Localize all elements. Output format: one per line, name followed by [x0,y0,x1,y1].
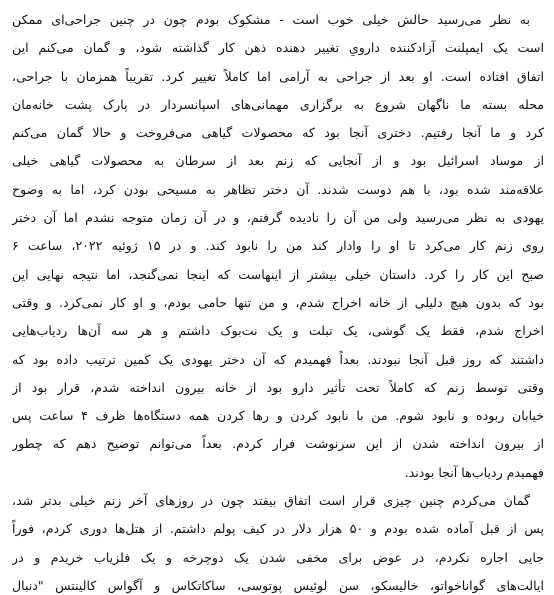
text-line: جایی اجاره نکردم، در عوض برای مخفی شدن یک دوچرخه و یک فلزیاب خریدم و در [12,549,544,565]
text-line: محله بسته ما ناگهان شروع به برگزاری مهمانی‌های اسپانسردار در پارک پشت خانه‌مان [12,96,544,112]
text-line: اخراج شدم، فقط یک گوشی، یک تبلت و یک نت‌بوک داشتم و هر سه آن‌ها ردیاب‌هایی [12,323,544,339]
text-line: از موساد اسرائیل بود و از آنجایی که زنم بعد از سرطان به محصولات گیاهی خیلی [12,153,544,169]
text-line: صبح این کار را کرد. داستان خیلی بیشتر از اینهاست که اینجا نمی‌گنجد، اما نتیجه نهایی این [12,266,544,282]
text-line: بود که بدون هیچ دلیلی از خانه اخراج شدم، و من تنها حامی بودم، و او کار نمی‌کرد. و وقتی [12,294,544,310]
text-line: یهودی به نظر می‌رسید ولی من آن را نادیده گرفتم، و در آن زمان متوجه نشدم اما آن دختر [12,210,544,226]
text-line: روی زنم کار می‌کرد تا او را وادار کند من را نابود کند. و در ۱۵ ژوئیه ۲۰۲۲، ساعت ۶ [12,238,544,254]
paragraph-1 [12,6,544,487]
text-line: داشتند که روز قبل آنجا نبودند. بعداً فهمیدم که آن دختر یهودی یک کمین ترتیب داده بود که [12,351,544,367]
text-line: گمان می‌کردم چنین چیزی قرار است اتفاق بیفتد چون در روزهای آخر زنم خیلی بدتر شد، [12,493,530,509]
text-line: ایالت‌های گواناخواتو، خالیسکو، سن لوئیس پوتوسی، ساکاتکاس و آگواس کالینتس "دنبال [12,577,544,593]
text-line: خیابان ربوده و نابود شوم. من با نابود کردن و رها کردن همه دستگاه‌ها ظرف ۴ ساعت پس [12,408,544,424]
text-line: از بیرون انداخته شدن از این سرنوشت فرار کردم. بعداً می‌توانم توضیح دهم که چطور [12,436,544,452]
text-line: فهمیدم ردیاب‌ها آنجا بودند. [404,464,544,480]
text-line: است یک ایمپلنت آزادکننده دارویِ تغییر دهنده ذهن کار گذاشته شود، و گمان می‌کنم این [12,40,544,56]
text-line: وقتی توسط زنم که کاملاً تحت تأثیر دارو بود از خانه بیرون انداخته شدم، قرار بود از [12,379,544,395]
text-line: به نظر می‌رسید حالش خیلی خوب است - مشکوک بودم چون در چنین جراحی‌ای ممکن [12,12,530,27]
text-line: پس از قبل آماده شده بودم و ۵۰ هزار دلار در کیف پولم داشتم. از هتل‌ها دوری کردم، فوراً [12,521,544,537]
text-line: اتفاق افتاده است. او بعد از جراحی به آرامی اما کاملاً تغییر کرد. تقریباً همزمان با جراحی، [12,68,544,84]
paragraph-2 [12,487,544,595]
text-line: علاقه‌مند شده بود، با هم دوست شدند. آن دختر تظاهر به مسیحی بودن کرد، اما به وضوح [12,181,544,197]
text-line: کرد و ما آنجا رفتیم. دختری آنجا بود که محصولات گیاهی می‌فروخت و حالا گمان می‌کنم [12,125,544,141]
